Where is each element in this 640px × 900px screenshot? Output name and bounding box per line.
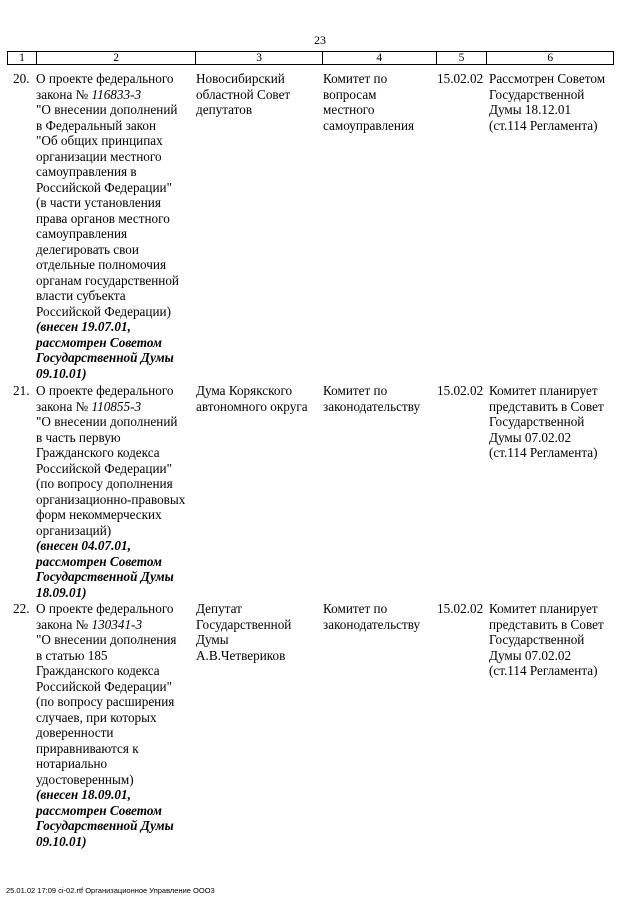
subject-line: организационно-правовых	[36, 491, 186, 507]
subject-line: "Об общих принципах	[36, 133, 163, 148]
submission-note-line: 09.10.01)	[36, 365, 87, 381]
initiator	[196, 383, 318, 414]
law-number: 116833-3	[91, 86, 142, 102]
subject-line: делегировать свои	[36, 241, 139, 257]
submission-note-line: Государственной Думы	[36, 350, 174, 365]
bill-subject	[36, 383, 196, 600]
status	[489, 601, 619, 679]
subject-line: приравниваются к	[36, 740, 139, 756]
committee-line: Комитет по	[323, 601, 388, 616]
column-header-1: 1	[8, 52, 37, 64]
submission-note-line: (внесен 19.07.01,	[36, 319, 131, 334]
subject-line: Российской Федерации)	[36, 303, 171, 319]
initiator-line: депутатов	[196, 102, 253, 117]
initiator-line: Новосибирский	[196, 71, 285, 86]
subject-line: (в части установления	[36, 195, 161, 210]
submission-note-line: 18.09.01)	[36, 584, 87, 600]
initiator-line: областной Совет	[196, 86, 291, 102]
initiator-line: Депутат	[196, 601, 242, 616]
row-number: 22.	[13, 601, 30, 616]
subject-line: доверенности	[36, 725, 114, 740]
status-line: представить в Совет	[489, 398, 604, 414]
law-number: 110855-3	[91, 398, 142, 414]
subject-line: в статью 185	[36, 647, 108, 663]
subject-line: О проекте федерального	[36, 71, 174, 86]
initiator	[196, 601, 318, 663]
column-header-5: 5	[437, 52, 488, 64]
subject-line: "О внесении дополнений	[36, 414, 178, 429]
committee	[323, 383, 431, 414]
status-line: Государственной	[489, 86, 585, 102]
submission-note-line: (внесен 18.09.01,	[36, 787, 131, 802]
status-line: (ст.114 Регламента)	[489, 445, 598, 460]
footer-text: 25.01.02 17:09 ci-02.rtf Организационное Управление ООО3	[6, 886, 215, 895]
committee	[323, 71, 431, 133]
subject-line: Российской Федерации"	[36, 678, 172, 694]
bill-subject	[36, 71, 196, 381]
subject-line: случаев, при которых	[36, 709, 157, 725]
bill-subject	[36, 601, 196, 849]
submission-note-line: Государственной Думы	[36, 818, 174, 833]
committee-line: законодательству	[323, 616, 421, 632]
law-number-line	[36, 87, 196, 103]
column-header-3: 3	[196, 52, 323, 64]
committee-line: вопросам	[323, 86, 377, 102]
initiator	[196, 71, 318, 118]
subject-line: в часть первую	[36, 429, 121, 445]
subject-line: Российской Федерации"	[36, 460, 172, 476]
status-line: Государственной	[489, 414, 585, 429]
subject-line: (по вопросу дополнения	[36, 476, 173, 491]
law-number: 130341-3	[91, 616, 143, 632]
subject-line: организации местного	[36, 148, 162, 164]
status-line: Государственной	[489, 632, 585, 647]
subject-line: Гражданского кодекса	[36, 663, 160, 678]
submission-note-line: (внесен 04.07.01,	[36, 538, 131, 553]
subject-line: отдельные полномочия	[36, 257, 167, 272]
status-line: представить в Совет	[489, 616, 604, 632]
subject-line: власти субъекта	[36, 288, 126, 303]
date: 15.02.02	[437, 71, 484, 86]
table-header-row	[7, 51, 614, 65]
status-line: Комитет планирует	[489, 601, 598, 616]
status-line: Думы 07.02.02	[489, 647, 572, 663]
subject-line: права органов местного	[36, 210, 170, 226]
committee-line: Комитет по	[323, 383, 388, 398]
law-number-label: закона №	[36, 86, 89, 102]
law-number-label: закона №	[36, 398, 89, 414]
subject-line: органам государственной	[36, 272, 179, 288]
subject-line: О проекте федерального	[36, 383, 174, 398]
subject-line: нотариально	[36, 756, 108, 771]
submission-note-line: рассмотрен Советом	[36, 802, 162, 818]
status-line: Рассмотрен Советом	[489, 71, 606, 86]
subject-line: Российской Федерации"	[36, 179, 172, 195]
subject-line: в Федеральный закон	[36, 117, 157, 133]
column-header-2: 2	[37, 52, 196, 64]
committee-line: самоуправления	[323, 117, 415, 133]
initiator-line: Дума Корякского	[196, 383, 293, 398]
law-number-line	[36, 617, 196, 633]
subject-line: О проекте федерального	[36, 601, 174, 616]
submission-note-line: Государственной Думы	[36, 569, 174, 584]
status-line: (ст.114 Регламента)	[489, 663, 598, 678]
subject-line: Гражданского кодекса	[36, 445, 160, 460]
submission-note-line: рассмотрен Советом	[36, 334, 162, 350]
subject-line: самоуправления в	[36, 164, 137, 179]
row-number: 20.	[13, 71, 30, 86]
initiator-line: А.В.Четвериков	[196, 647, 286, 663]
committee-line: Комитет по	[323, 71, 388, 86]
column-header-6: 6	[547, 52, 554, 64]
subject-line: форм некоммерческих	[36, 507, 162, 522]
committee-line: местного	[323, 102, 375, 117]
initiator-line: Государственной	[196, 616, 292, 632]
status-line: (ст.114 Регламента)	[489, 117, 598, 133]
initiator-line: автономного округа	[196, 398, 308, 414]
committee	[323, 601, 431, 632]
date: 15.02.02	[437, 601, 484, 616]
subject-line: "О внесении дополнения	[36, 632, 177, 647]
committee-line: законодательству	[323, 398, 421, 414]
status-line: Думы 18.12.01	[489, 102, 572, 117]
initiator-line: Думы	[196, 632, 229, 647]
row-number: 21.	[13, 383, 30, 398]
law-number-label: закона №	[36, 616, 89, 632]
date: 15.02.02	[437, 383, 484, 398]
subject-line: организаций)	[36, 522, 112, 538]
column-header-4: 4	[323, 52, 437, 64]
subject-line: "О внесении дополнений	[36, 102, 178, 117]
page-number: 23	[314, 33, 326, 47]
status	[489, 383, 619, 461]
submission-note-line: рассмотрен Советом	[36, 553, 162, 569]
status	[489, 71, 619, 133]
subject-line: (по вопросу расширения	[36, 694, 175, 709]
subject-line: удостоверенным)	[36, 771, 134, 787]
submission-note-line: 09.10.01)	[36, 833, 87, 849]
subject-line: самоуправления	[36, 226, 128, 241]
law-number-line	[36, 399, 196, 415]
status-line: Комитет планирует	[489, 383, 598, 398]
status-line: Думы 07.02.02	[489, 429, 572, 445]
